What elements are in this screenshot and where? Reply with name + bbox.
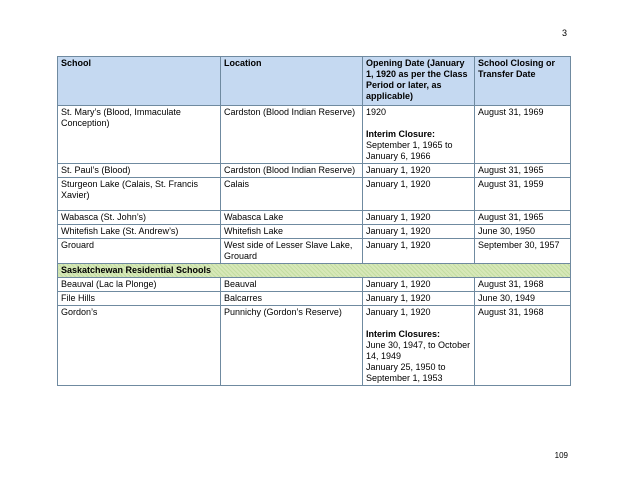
interim-closure-text-2: January 25, 1950 to September 1, 1953 [366,362,446,383]
cell-school: Grouard [58,239,221,264]
interim-closures-label: Interim Closures: [366,329,441,339]
cell-closing: June 30, 1949 [475,292,571,306]
cell-opening: January 1, 1920 [363,178,475,211]
cell-closing: August 31, 1959 [475,178,571,211]
cell-closing: August 31, 1968 [475,278,571,292]
table-row [58,211,571,225]
cell-location: Cardston (Blood Indian Reserve) [221,164,363,178]
section-title: Saskatchewan Residential Schools [58,264,571,278]
cell-school: Wabasca (St. John’s) [58,211,221,225]
page-number-bottom: 109 [554,451,568,460]
table-header-row [58,57,571,106]
cell-location: Cardston (Blood Indian Reserve) [221,106,363,164]
table-row [58,239,571,264]
cell-location: Balcarres [221,292,363,306]
opening-date: 1920 [366,107,387,117]
cell-closing: August 31, 1965 [475,164,571,178]
cell-opening: January 1, 1920 [363,292,475,306]
table-row [58,164,571,178]
header-opening-date: Opening Date (January 1, 1920 as per the Class Period or later, as applicable) [363,57,475,106]
cell-opening: January 1, 1920 [363,211,475,225]
table-row [58,106,571,164]
schools-table [57,56,571,386]
cell-opening: January 1, 1920 [363,164,475,178]
interim-closure-text-1: June 30, 1947, to October 14, 1949 [366,340,471,361]
cell-closing: August 31, 1969 [475,106,571,164]
cell-location: Wabasca Lake [221,211,363,225]
cell-school: Gordon’s [58,306,221,386]
cell-location: West side of Lesser Slave Lake, Grouard [221,239,363,264]
cell-school: St. Mary’s (Blood, Immaculate Conception) [58,106,221,164]
header-location: Location [221,57,363,106]
opening-date: January 1, 1920 [366,307,431,317]
cell-location: Beauval [221,278,363,292]
header-school: School [58,57,221,106]
cell-opening [363,106,475,164]
cell-opening: January 1, 1920 [363,278,475,292]
table-row [58,278,571,292]
cell-opening: January 1, 1920 [363,225,475,239]
interim-closure-text: September 1, 1965 to January 6, 1966 [366,140,453,161]
cell-closing: August 31, 1968 [475,306,571,386]
section-header-row [58,264,571,278]
interim-closure-label: Interim Closure: [366,129,436,139]
cell-school: Sturgeon Lake (Calais, St. Francis Xavier) [58,178,221,211]
table-row [58,225,571,239]
table-row [58,178,571,211]
cell-location: Whitefish Lake [221,225,363,239]
cell-opening [363,306,475,386]
header-closing-date: School Closing or Transfer Date [475,57,571,106]
cell-location: Punnichy (Gordon’s Reserve) [221,306,363,386]
cell-school: File Hills [58,292,221,306]
cell-closing: September 30, 1957 [475,239,571,264]
cell-school: Beauval (Lac la Plonge) [58,278,221,292]
page-number-top: 3 [561,28,567,38]
cell-closing: June 30, 1950 [475,225,571,239]
cell-closing: August 31, 1965 [475,211,571,225]
table-row [58,292,571,306]
cell-location: Calais [221,178,363,211]
cell-school: Whitefish Lake (St. Andrew’s) [58,225,221,239]
table-row [58,306,571,386]
cell-school: St. Paul’s (Blood) [58,164,221,178]
cell-opening: January 1, 1920 [363,239,475,264]
